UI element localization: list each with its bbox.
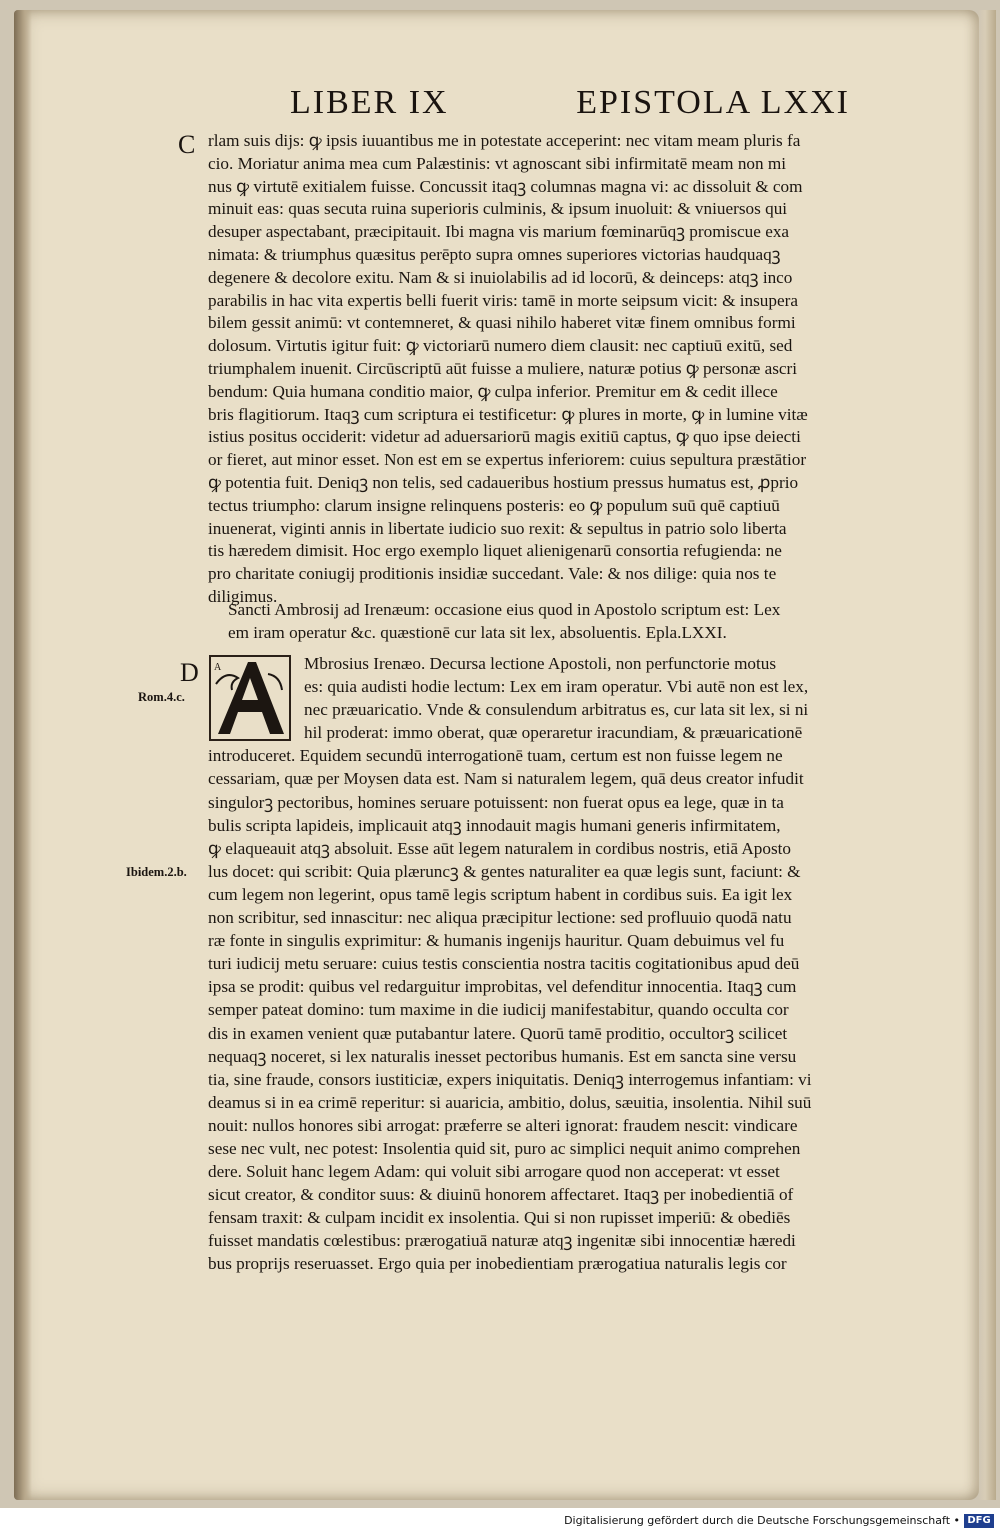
running-head-letter: EPISTOLA LXXI [576, 84, 850, 121]
text-line: lus docet: qui scribit: Quia plæruncꝫ & gentes naturaliter ea quæ legis sunt, faciunt: & [208, 861, 801, 881]
text-line: ꝙ elaqueauit atqꝫ absoluit. Esse aūt legem naturalem in cordibus nostris, etiā Aposto [208, 838, 792, 858]
letter-heading [228, 598, 928, 644]
text-line: cum legem non legerint, opus tamē legis scriptum habent in cordibus suis. Ea igit lex [208, 884, 793, 904]
decorated-initial [208, 654, 292, 742]
text-line: rlam suis dijs: ꝙ ipsis iuuantibus me in potestate acceperint: nec vitam meam pluris fa [208, 131, 801, 150]
text-line: nimata: & triumphus quæsitus perēpto supra omnes superiores victorias haudquaqꝫ [208, 244, 781, 264]
dfg-logo: DFG [964, 1514, 994, 1528]
text-line: minuit eas: quas secuta ruina superioris culminis, & ipsum inuoluit: & vniuersos qui [208, 199, 788, 219]
text-line: ræ fonte in singulis exprimitur: & humanis ingenijs hauritur. Quam debuimus vel fu [208, 931, 785, 951]
margin-note-romans: Rom.4.c. [138, 690, 185, 704]
text-line: deamus si in ea crimē reperitur: si auaricia, ambitio, dolus, sæuitia, insolentia. Nihil suū [208, 1092, 812, 1112]
margin-section-letter-c: C [178, 130, 196, 159]
text-line: parabilis in hac vita expertis belli fuerit viris: tamē in morte seipsum vicit: & insupera [208, 290, 798, 310]
text-line: or fieret, aut minor esset. Non est em se expertus inferiorem: cuius sepultura præstātior [208, 450, 807, 470]
text-line: dolosum. Virtutis igitur fuit: ꝙ victoriarū numero diem clausit: nec captiuū exitū, sed [208, 336, 793, 356]
text-line: degenere & decolore exitu. Nam & si inuiolabilis ad id locorū, & deinceps: atqꝫ inco [208, 267, 793, 287]
text-line: nouit: nullos honores sibi arrogat: præferre se alteri ignorat: fraudem nescit: vindicare [208, 1115, 798, 1135]
text-line: bus proprijs reseruasset. Ergo quia per inobedientiam prærogatiua naturalis legis cor [208, 1254, 787, 1274]
text-line: dere. Soluit hanc legem Adam: qui voluit sibi arrogare quod non acceperat: vt esset [208, 1162, 780, 1182]
text-line: bulis scripta lapideis, implicauit atqꝫ innodauit magis humani generis infirmitatem, [208, 815, 781, 835]
running-head [290, 84, 850, 124]
text-line: inuenerat, viginti annis in libertate iudicio suo rexit: & sepultus in patrio solo liberta [208, 518, 787, 538]
text-line: cio. Moriatur anima mea cum Palæstinis: vt agnoscant sibi infirmitatē meam non mi [208, 153, 787, 173]
text-line: tis hæredem dimisit. Hoc ergo exemplo liquet alienigenarū consortia refugienda: ne [208, 541, 782, 561]
text-line: ipsa se prodit: quibus vel redarguitur improbitas, vel defenditur innocentia. Itaqꝫ cum [208, 977, 797, 997]
text-line: bris flagitiorum. Itaqꝫ cum scriptura ei testificetur: ꝙ plures in morte, ꝙ in lumine vitæ [208, 404, 808, 424]
margin-note-ibidem: Ibidem.2.b. [126, 865, 187, 879]
text-line: Mbrosius Irenæo. Decursa lectione Apostoli, non perfunctorie motus [304, 654, 777, 673]
decorated-initial-a-icon [208, 654, 292, 742]
text-line: cessariam, quæ per Moysen data est. Nam si naturalem legem, quā deus creator infudit [208, 769, 804, 789]
text-line: nus ꝙ virtutē exitialem fuisse. Concussit itaqꝫ columnas magna vi: ac dissoluit & com [208, 176, 803, 196]
margin-section-letter-d: D [180, 658, 199, 687]
text-line: istius positus occiderit: videtur ad aduersariorū magis exitiū captus, ꝙ quo ipse deiecti [208, 427, 801, 447]
text-line: tia, sine fraude, consors iustiticiæ, expers iniquitatis. Deniqꝫ interrogemus infantiam: vi [208, 1069, 812, 1089]
text-line: nec præuaricatio. Vnde & consulendum arbitratus es, cur lata sit lex, si ni [304, 700, 809, 720]
text-line: em iram operatur &c. quæstionē cur lata sit lex, absoluentis. Epla.LXXI. [228, 623, 727, 642]
text-line: singulorꝫ pectoribus, homines seruare potuissent: non fuerat opus ea lege, quæ in ta [208, 792, 784, 812]
text-block-letter-71 [208, 652, 928, 1276]
text-block-continuation [208, 130, 928, 609]
text-line: fuisset mandatis cœlestibus: prærogatiuā naturæ atqꝫ ingenitæ sibi innocentiæ hæredi [208, 1231, 796, 1251]
text-line: sese nec vult, nec potest: Insolentia quid sit, puro ac simplici nequit animo comprehen [208, 1138, 801, 1158]
text-line: tectus triumpho: clarum insigne relinquens posteris: eo ꝙ populum suū quē captiuū [208, 495, 780, 515]
page-edge [978, 10, 996, 1500]
text-line: Sancti Ambrosij ad Irenæum: occasione eius quod in Apostolo scriptum est: Lex [228, 600, 781, 619]
text-line: nequaqꝫ noceret, si lex naturalis inesset pectoribus humanis. Est em sancta sine versu [208, 1046, 797, 1066]
text-line: turi iudicij metu seruare: cuius testis conscientia nostra tacitis cogitationibus apud deū [208, 954, 800, 974]
svg-text:A: A [214, 662, 222, 673]
text-line: introduceret. Equidem secundū interrogationē tuam, certum est non fuisse legem ne [208, 746, 783, 766]
text-line: desuper aspectabant, præcipitauit. Ibi magna vis marium fœminarūqꝫ promiscue exa [208, 222, 790, 242]
digitization-footer [0, 1508, 1000, 1534]
text-line: bilem gessit animū: vt contemneret, & quasi nihilo haberet vitæ finem omnibus formi [208, 313, 796, 333]
binding-gutter [14, 10, 32, 1500]
text-line: semper pateat domino: tum maxime in die iudicij manifestabitur, quando occulta cor [208, 1000, 789, 1020]
text-line: hil proderat: immo oberat, quæ operaretur iracundiam, & præuaricationē [304, 723, 803, 743]
text-line: diligimus. [208, 586, 278, 606]
text-line: non scribitur, sed innascitur: nec aliqua præcipitur lectione: sed profluuio quodā natu [208, 908, 792, 928]
text-line: dis in examen venient quæ putabantur latere. Quorū tamē proditio, occultorꝫ scilicet [208, 1023, 788, 1043]
text-line: triumphalem inuenit. Circūscriptū aūt fuisse a muliere, naturæ potius ꝙ personæ ascri [208, 358, 798, 378]
text-line: bendum: Quia humana conditio maior, ꝙ culpa inferior. Premitur em & cedit illece [208, 381, 778, 401]
running-head-book: LIBER IX [290, 84, 449, 121]
text-line: sicut creator, & conditor suus: & diuinū honorem affectaret. Itaqꝫ per inobedientiā of [208, 1185, 794, 1205]
text-line: pro charitate coniugij proditionis insidiæ succedant. Vale: & nos dilige: quia nos te [208, 564, 777, 584]
text-line: ꝙ potentia fuit. Deniqꝫ non telis, sed cadaueribus hostium pressus humatus est, ꝓprio [208, 472, 799, 492]
text-line: fensam traxit: & culpam incidit ex insolentia. Qui si non rupisset imperiū: & obediēs [208, 1208, 791, 1228]
text-line: es: quia audisti hodie lectum: Lex em iram operatur. Vbi autē non est lex, [304, 677, 809, 697]
funding-note: Digitalisierung gefördert durch die Deutsche Forschungsgemeinschaft • [564, 1514, 960, 1527]
